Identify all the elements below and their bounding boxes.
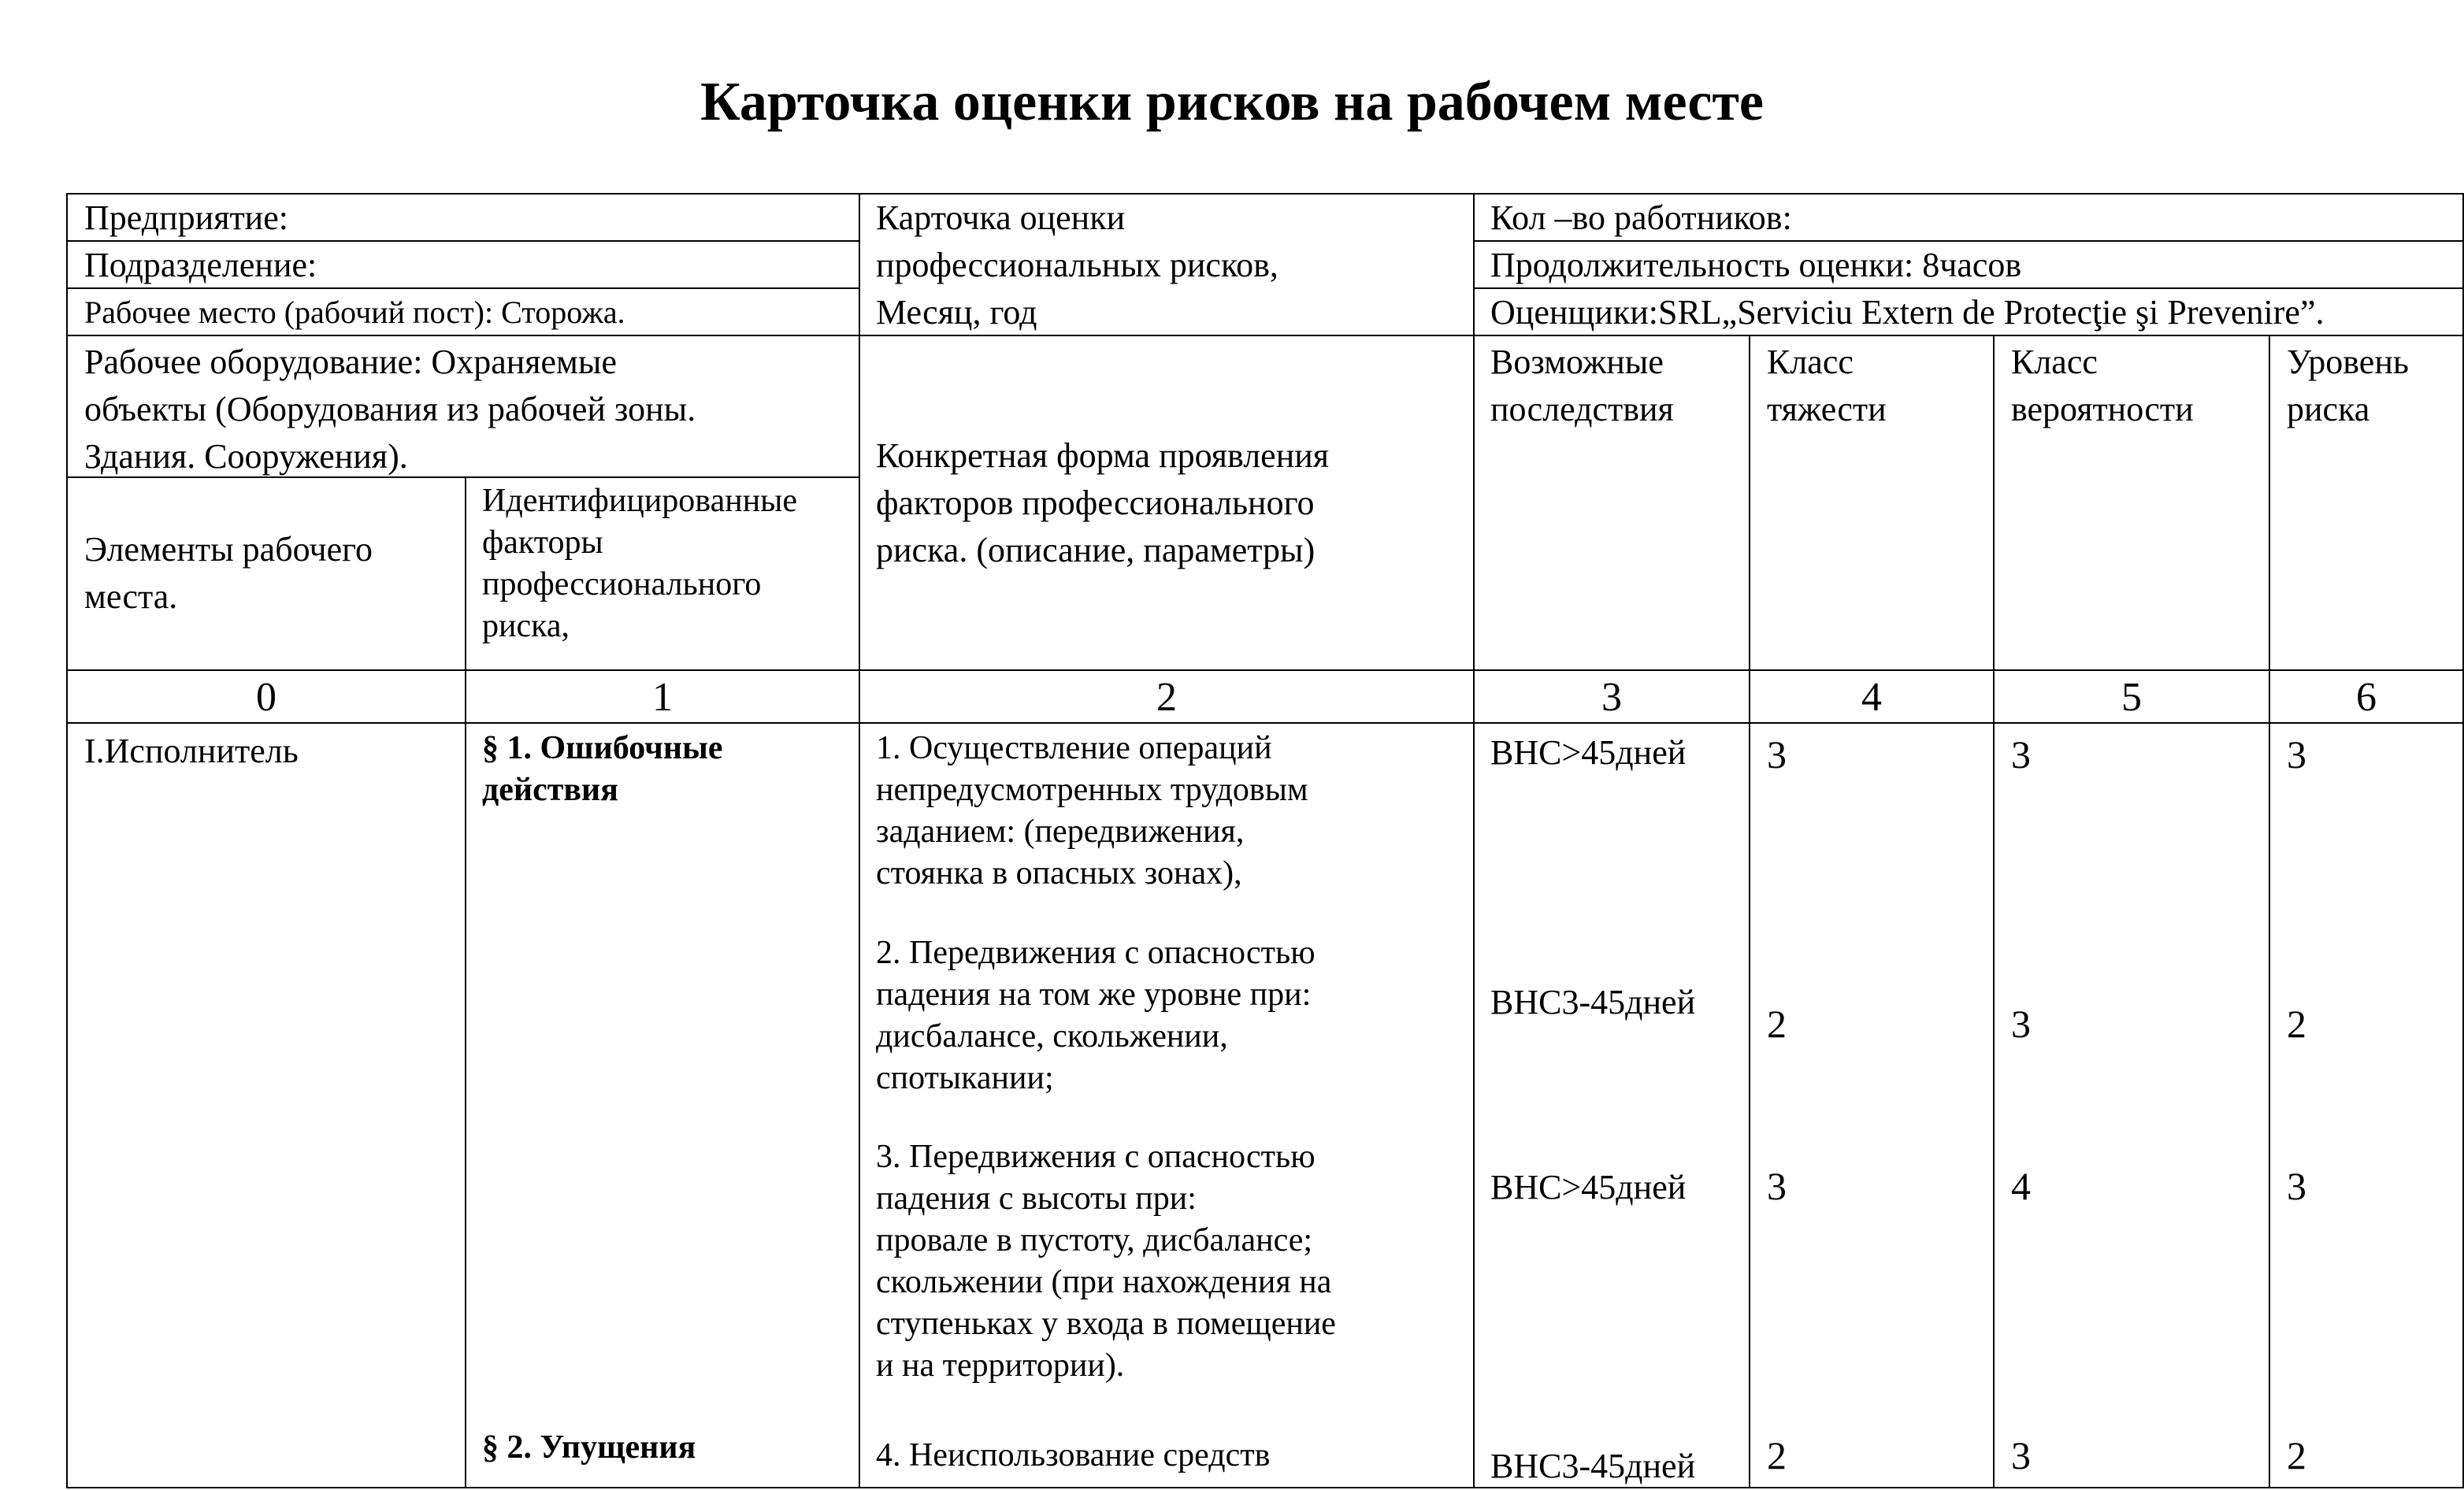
risk-level-header: Уровень риска: [2287, 343, 2409, 428]
duration-label: Продолжительность оценки: 8часов: [1490, 246, 2022, 284]
risk-description-2: 2. Передвижения с опасностью падения на том же уровне при: дисбалансе, скольжении, спотыкании;: [876, 935, 1315, 1096]
factor-erroneous-actions: § 1. Ошибочные действия: [482, 730, 723, 808]
column-number-2: 2: [1156, 675, 1177, 720]
consequence-1: ВНС>45дней: [1490, 733, 1687, 772]
equipment-header: Рабочее оборудование: Охраняемые объекты (Оборудования из рабочей зоны. Здания. Сооружения).: [84, 343, 696, 476]
elements-header: Элементы рабочего места.: [84, 530, 373, 616]
card-title: Карточка оценки профессиональных рисков, Месяц, год: [876, 198, 1278, 332]
risk-level-3: 3: [2287, 1164, 2306, 1208]
risk-description-3: 3. Передвижения с опасностью падения с высоты при: провале в пустоту, дисбалансе; скольжении (при нахождения на ступеньках у входа в помещение и на территории).: [876, 1139, 1336, 1384]
probability-header: Класс вероятности: [2011, 343, 2194, 428]
assessors-label: Оценщики:SRL„Serviciu Extern de Protecţie şi Prevenire”.: [1490, 293, 2325, 332]
column-number-6: 6: [2356, 675, 2377, 720]
consequence-4: ВНС3-45дней: [1490, 1447, 1696, 1485]
column-number-1: 1: [652, 675, 673, 720]
consequence-3: ВНС>45дней: [1490, 1168, 1687, 1206]
factor-omissions: § 2. Упущения: [482, 1429, 696, 1466]
column-number-4: 4: [1861, 675, 1882, 720]
probability-2: 3: [2011, 1002, 2031, 1046]
column-number-5: 5: [2121, 675, 2142, 720]
workplace-label: Рабочее место (рабочий пост): Сторожа.: [84, 295, 625, 330]
probability-1: 3: [2011, 732, 2031, 777]
severity-1: 3: [1767, 732, 1787, 777]
factors-header: Идентифицированные факторы профессионального риска,: [482, 483, 798, 644]
element-performer: I.Исполнитель: [84, 732, 299, 770]
column-number-0: 0: [256, 675, 276, 720]
subdivision-label: Подразделение:: [84, 246, 317, 284]
risk-description-4: 4. Неиспользование средств: [876, 1437, 1271, 1473]
severity-header: Класс тяжести: [1767, 343, 1887, 428]
severity-4: 2: [1767, 1433, 1787, 1477]
consequence-2: ВНС3-45дней: [1490, 983, 1696, 1021]
column-number-3: 3: [1601, 675, 1622, 720]
form-header: Конкретная форма проявления факторов профессионального риска. (описание, параметры): [876, 436, 1330, 569]
risk-level-1: 3: [2287, 732, 2306, 777]
risk-level-4: 2: [2287, 1433, 2306, 1477]
probability-4: 3: [2011, 1433, 2031, 1477]
risk-description-1: 1. Осуществление операций непредусмотренных трудовым заданием: (передвижения, стоянка в опасных зонах),: [876, 730, 1308, 891]
risk-level-2: 2: [2287, 1002, 2306, 1046]
consequences-header: Возможные последствия: [1490, 343, 1674, 428]
document-title: Карточка оценки рисков на рабочем месте: [700, 72, 1764, 132]
severity-3: 3: [1767, 1164, 1787, 1208]
severity-2: 2: [1767, 1002, 1787, 1046]
enterprise-label: Предприятие:: [84, 198, 288, 237]
probability-3: 4: [2011, 1164, 2031, 1208]
workers-count-label: Кол –во работников:: [1490, 198, 1792, 237]
